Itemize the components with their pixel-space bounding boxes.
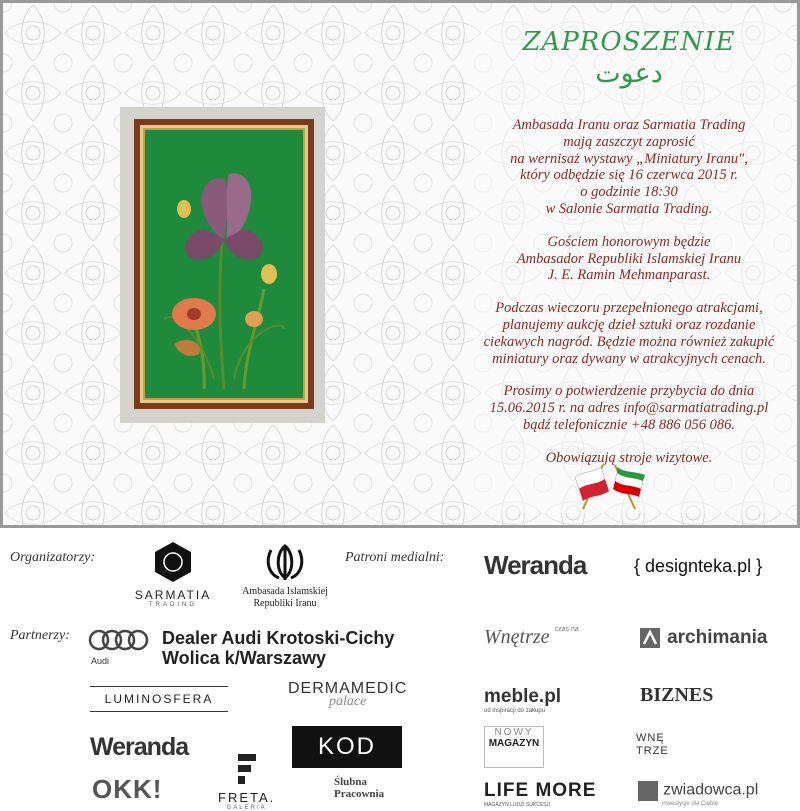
partners-label: Partnerzy: xyxy=(10,628,70,643)
iris-flower-illustration xyxy=(134,119,314,409)
media-patrons-label: Patroni medialni: xyxy=(345,550,445,565)
dermamedic-palace-logo: DERMAMEDIC palace xyxy=(288,680,408,709)
sponsors-section xyxy=(0,528,800,810)
sarmatia-emblem-icon xyxy=(151,540,195,584)
paragraph-guest: Gościem honorowym będzie Ambasador Republiki Islamskiej Iranu J. E. Ramin Mehmanparast. xyxy=(516,233,742,284)
invitation-text xyxy=(461,27,797,483)
zwiadowca-icon xyxy=(638,781,658,801)
invitation-title: ZAPROSZENIE xyxy=(522,27,736,57)
okk-logo: OKK! xyxy=(92,774,163,804)
kod-logo: KOD xyxy=(292,726,402,768)
iris-miniature-painting xyxy=(120,107,325,423)
biznes-logo: BIZNES xyxy=(640,684,714,706)
nowy-magazyn-logo: NOWY MAGAZYN xyxy=(484,726,544,768)
wnetrze-logo: WNĘ TRZE xyxy=(636,732,669,757)
zwiadowca-logo: zwiadowca.pl inwestycje dla Ciebie xyxy=(638,780,758,807)
paragraph-invitation: Ambasada Iranu oraz Sarmatia Trading mają zaszczyt zaprosić na wernisaż wystawy „Miniatury Iranu", który odbędzie się 16 czerwca 2015 r. o godzinie 18:30 w Salonie Sarmatia Trading. xyxy=(510,117,748,217)
sarmatia-trading-logo: SARMATIA TRADING xyxy=(128,540,218,625)
life-more-logo: LIFE MORE MAGAZYN LUDZI SUKCESU xyxy=(484,780,597,808)
paragraph-rsvp: Prosimy o potwierdzenie przybycia do dnia 15.06.2015 r. na adres info@sarmatiatrading.pl bądź telefonicznie +48 886 056 086. xyxy=(489,383,769,433)
poland-iran-flags-icon xyxy=(573,461,649,511)
luminosfera-logo: LUMINOSFERA xyxy=(90,686,228,712)
audi-rings-icon xyxy=(88,628,150,652)
iran-emblem-icon xyxy=(263,542,307,582)
weranda-partner-logo: Weranda xyxy=(90,733,189,761)
organizers-label: Organizatorzy: xyxy=(10,550,96,565)
weranda-logo: Weranda xyxy=(484,550,587,580)
paragraph-auction: Podczas wieczoru przepełnionego atrakcjami, planujemy aukcję dzieł sztuki oraz rozdanie ciekawych nagród. Będzie można również zakupić miniatury oraz dywany w atrakcyjnych cenach. xyxy=(483,300,775,367)
freta-galeria-logo: FRETA. GALERIA xyxy=(218,752,275,811)
designteka-logo: { designteka.pl } xyxy=(634,556,763,576)
audi-dealer-name: Dealer Audi Krotoski-Cichy Wolica k/Warszawy xyxy=(162,628,395,668)
freta-f-icon xyxy=(236,752,258,786)
czas-na-wnetrze-logo: Wnętrze $^{czas na}$ xyxy=(484,626,579,648)
slubna-pracownia-logo: Ślubna Pracownia xyxy=(334,776,385,800)
archimania-icon xyxy=(638,624,662,652)
painting-frame xyxy=(134,119,314,409)
invitation-title-persian: دعوت xyxy=(595,58,663,89)
archimania-logo: archimania xyxy=(638,624,767,652)
paragraph-dresscode: Obowiązują stroje wizytowe. xyxy=(545,449,713,466)
audi-logo: Audi xyxy=(88,628,150,668)
iran-embassy-logo: Ambasada Islamskiej Republiki Iranu xyxy=(230,542,340,627)
meble-pl-logo: meble.pl od inspiracji do zakupu xyxy=(484,686,562,714)
